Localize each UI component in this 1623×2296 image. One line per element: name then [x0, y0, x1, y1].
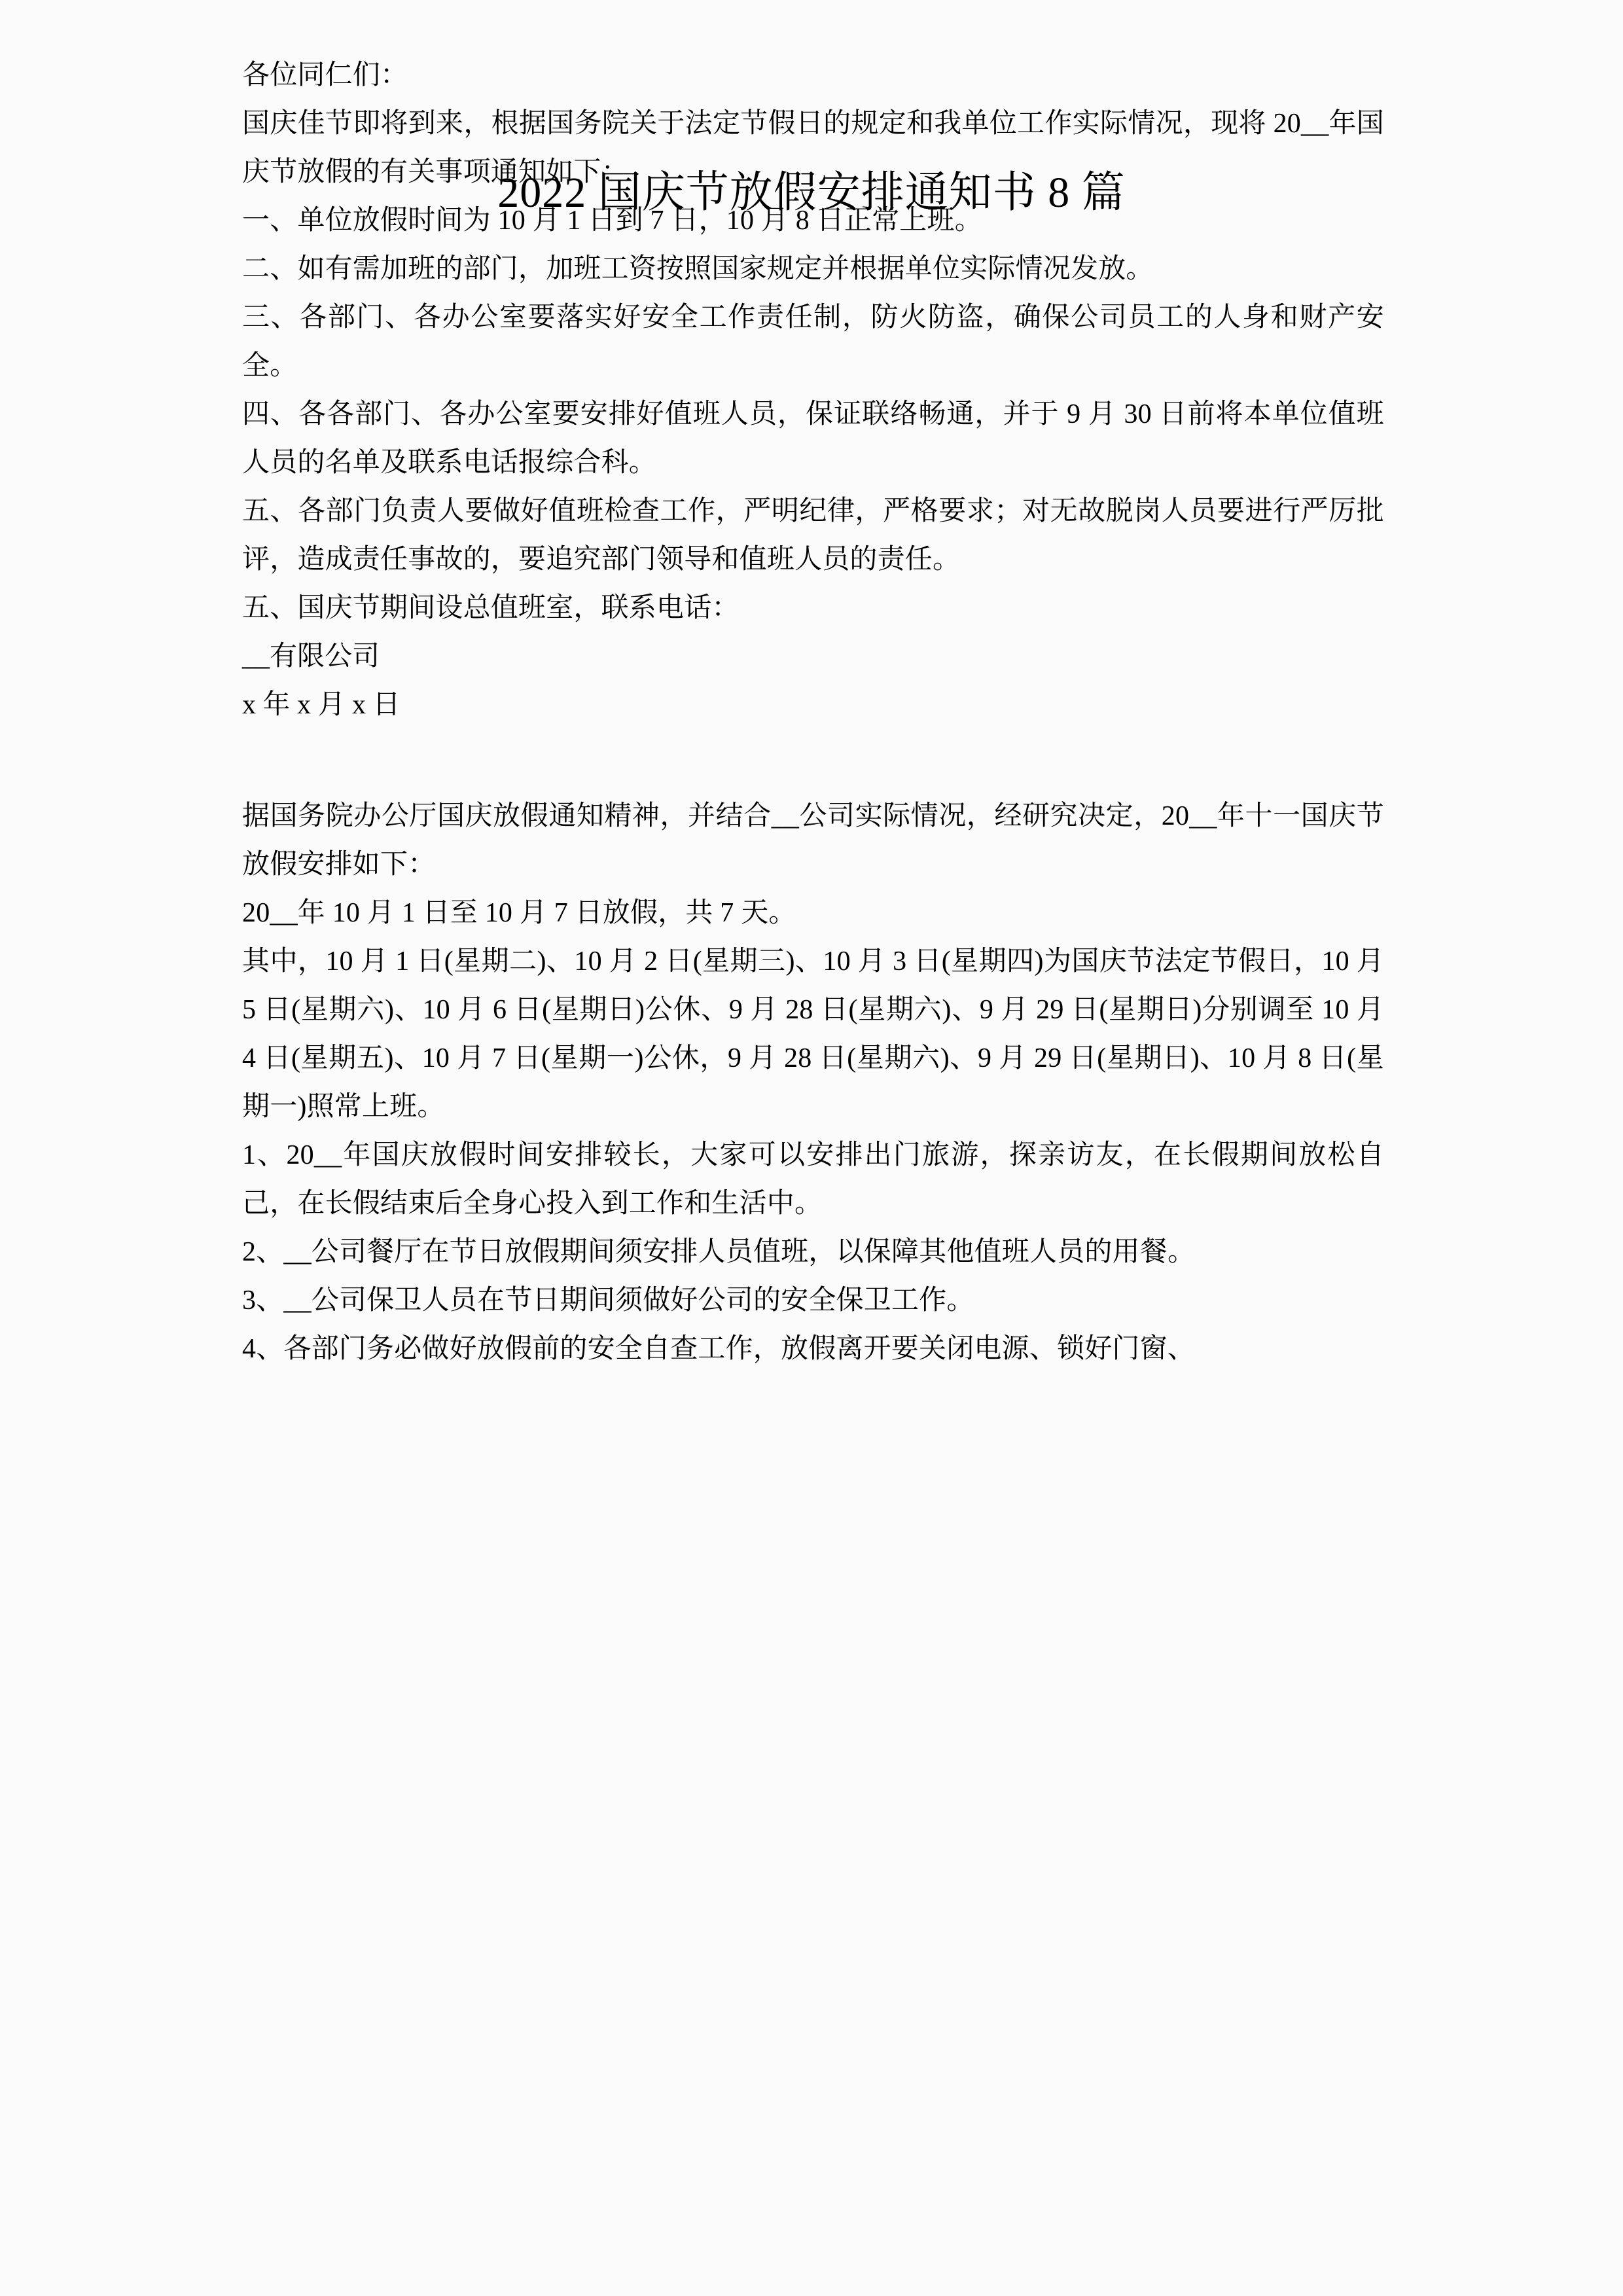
section-one-item-1: 一、单位放假时间为 10 月 1 日到 7 日，10 月 8 日正常上班。: [242, 206, 982, 236]
page-title: 2022 国庆节放假安排通知书 8 篇: [497, 169, 1126, 217]
section-two-item-2: 2、__公司餐厅在节日放假期间须安排人员值班，以保障其他值班人员的用餐。: [242, 1237, 1196, 1267]
section-two-detail: 其中，10 月 1 日(星期二)、10 月 2 日(星期三)、10 月 3 日(星期四)为国庆节法定节假日，10 月 5 日(星期六)、10 月 6 日(星期日)公休、9 月 28 日(星期六)、9 月 29 日(星期日)分别调至 10 月 4 日(星期五)、10 月 7 日(星期一)公休，9 月 28 日(星期六)、9 月 29 日(星期日)、10 月 8 日(星期一)照常上班。: [242, 946, 1384, 1122]
section-one-item-3: 三、各部门、各办公室要落实好安全工作责任制，防火防盗，确保公司员工的人身和财产安全。: [242, 302, 1384, 381]
section-two-item-1: 1、20__年国庆放假时间安排较长，大家可以安排出门旅游，探亲访友，在长假期间放松自己，在长假结束后全身心投入到工作和生活中。: [242, 1140, 1384, 1219]
signature-company: __有限公司: [242, 641, 380, 672]
section-divider-space: [242, 729, 1384, 792]
section-one-item-4: 四、各各部门、各办公室要安排好值班人员，保证联络畅通，并于 9 月 30 日前将本单位值班人员的名单及联系电话报综合科。: [242, 399, 1384, 478]
section-one-item-6: 五、国庆节期间设总值班室，联系电话：: [242, 593, 740, 623]
document-body: [242, 0, 1384, 1373]
section-two: [242, 792, 1384, 1373]
section-two-summary: 20__年 10 月 1 日至 10 月 7 日放假，共 7 天。: [242, 898, 796, 928]
section-one: [242, 51, 1384, 729]
section-two-item-3: 3、__公司保卫人员在节日期间须做好公司的安全保卫工作。: [242, 1285, 974, 1316]
salutation: 各位同仁们：: [242, 60, 408, 90]
section-one-item-5: 五、各部门负责人要做好值班检查工作，严明纪律，严格要求；对无故脱岗人员要进行严厉批评，造成责任事故的，要追究部门领导和值班人员的责任。: [242, 496, 1384, 575]
section-two-item-4: 4、各部门务必做好放假前的安全自查工作，放假离开要关闭电源、锁好门窗、: [242, 1334, 1196, 1364]
section-one-intro: 国庆佳节即将到来，根据国务院关于法定节假日的规定和我单位工作实际情况，现将 20__年国庆节放假的有关事项通知如下：: [242, 109, 1384, 187]
section-two-intro: 据国务院办公厅国庆放假通知精神，并结合__公司实际情况，经研究决定，20__年十一国庆节放假安排如下：: [242, 801, 1384, 880]
signature-date: x 年 x 月 x 日: [242, 690, 401, 720]
section-one-item-2: 二、如有需加班的部门，加班工资按照国家规定并根据单位实际情况发放。: [242, 254, 1154, 284]
